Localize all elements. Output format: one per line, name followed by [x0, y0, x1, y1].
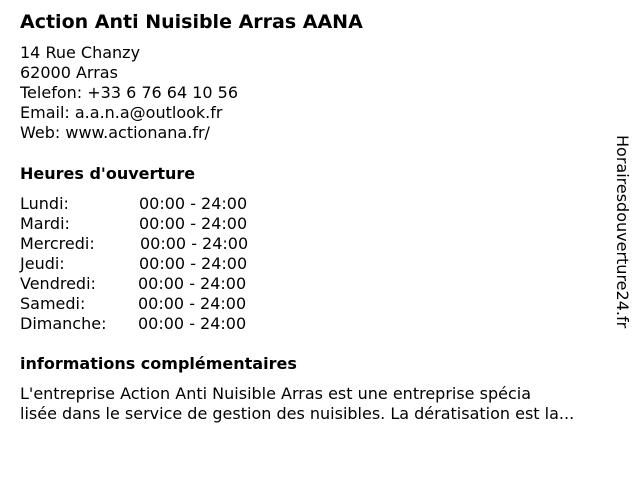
city-address: 62000 Arras — [20, 63, 118, 82]
day-label: Jeudi: — [20, 254, 65, 273]
hours-row-mercredi — [20, 234, 320, 254]
hours-table — [20, 194, 320, 334]
day-label: Lundi: — [20, 194, 69, 213]
time-range: 00:00 - 24:00 — [138, 274, 247, 293]
contact-block — [20, 43, 238, 143]
street-address: 14 Rue Chanzy — [20, 43, 141, 62]
email-address: Email: a.a.n.a@outlook.fr — [20, 103, 223, 122]
hours-row-lundi — [20, 194, 320, 214]
hours-row-samedi — [20, 294, 320, 314]
hours-heading: Heures d'ouverture — [20, 164, 196, 183]
day-label: Dimanche: — [20, 314, 107, 333]
info-description — [20, 384, 574, 424]
time-range: 00:00 - 24:00 — [139, 254, 248, 273]
day-label: Mardi: — [20, 214, 70, 233]
time-range: 00:00 - 24:00 — [140, 234, 249, 253]
phone-number: Telefon: +33 6 76 64 10 56 — [20, 83, 239, 102]
info-heading: informations complémentaires — [20, 354, 297, 373]
hours-row-mardi — [20, 214, 320, 234]
day-label: Vendredi: — [20, 274, 96, 293]
hours-row-vendredi — [20, 274, 320, 294]
info-line: L'entreprise Action Anti Nuisible Arras est une entreprise spécia — [20, 384, 531, 403]
website: Web: www.actionana.fr/ — [20, 123, 210, 142]
day-label: Samedi: — [20, 294, 86, 313]
time-range: 00:00 - 24:00 — [138, 314, 247, 333]
hours-row-dimanche — [20, 314, 320, 334]
day-label: Mercredi: — [20, 234, 95, 253]
info-line: lisée dans le service de gestion des nuisibles. La dératisation est la... — [20, 404, 575, 423]
time-range: 00:00 - 24:00 — [139, 194, 248, 213]
watermark-text: Horairesdouverture24.fr — [613, 135, 632, 329]
time-range: 00:00 - 24:00 — [139, 214, 248, 233]
business-name: Action Anti Nuisible Arras AANA — [20, 11, 363, 33]
time-range: 00:00 - 24:00 — [138, 294, 247, 313]
hours-row-jeudi — [20, 254, 320, 274]
